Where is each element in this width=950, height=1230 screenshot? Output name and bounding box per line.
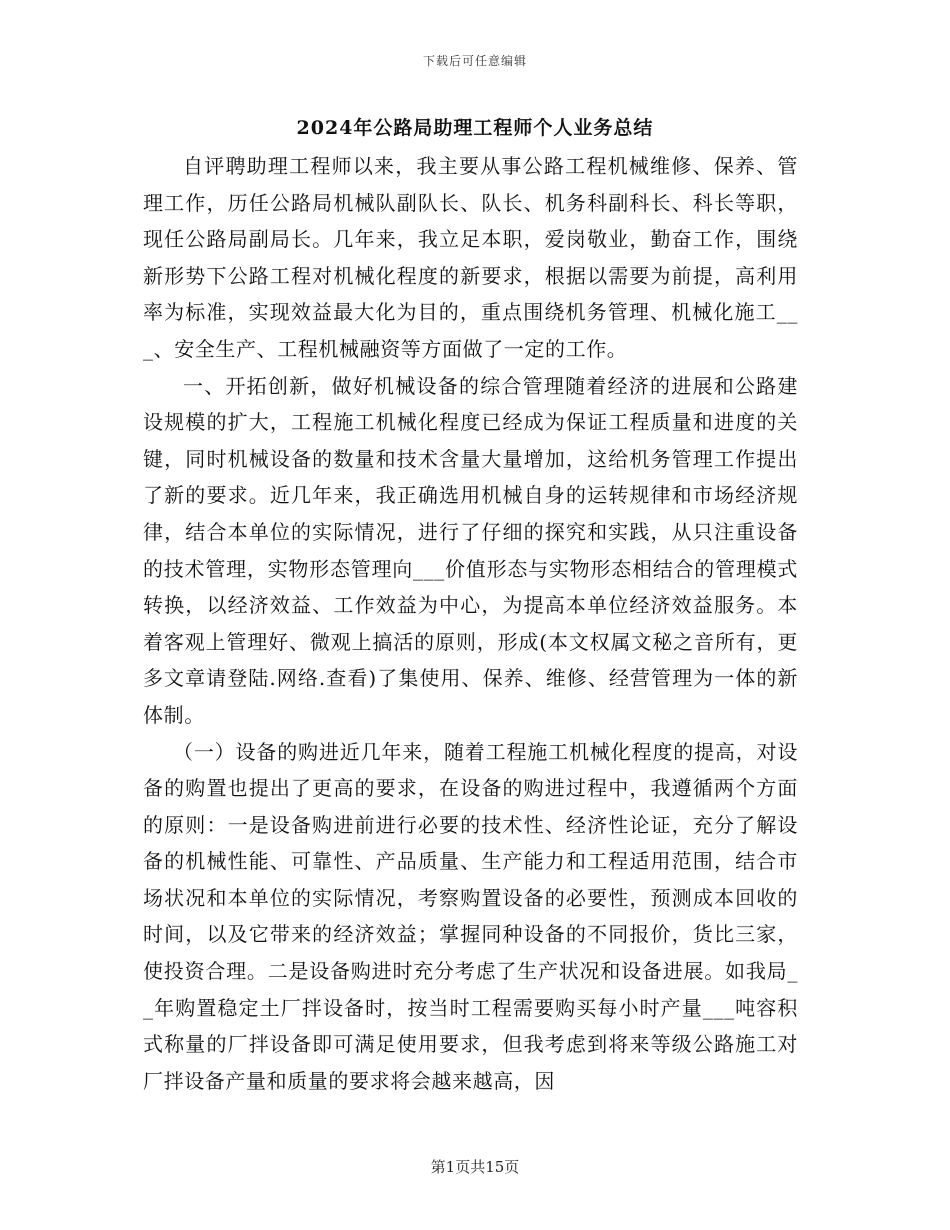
paragraph-intro: 自评聘助理工程师以来，我主要从事公路工程机械维修、保养、管理工作，历任公路局机械队副队长、队长、机务科副科长、科长等职，现任公路局副局长。几年来，我立足本职，爱岗敬业，勤奋工作，围绕新形势下公路工程对机械化程度的新要求，根据以需要为前提，高利用率为标准，实现效益最大化为目的，重点围绕机务管理、机械化施工___、安全生产、工程机械融资等方面做了一定的工作。	[143, 154, 798, 361]
page-footer-page-number: 第1页共15页	[430, 1158, 520, 1176]
paragraph-section-one: 一、开拓创新，做好机械设备的综合管理随着经济的进展和公路建设规模的扩大，工程施工机械化程度已经成为保证工程质量和进度的关键，同时机械设备的数量和技术含量大量增加，这给机务管理工作提出了新的要求。近几年来，我正确选用机械自身的运转规律和市场经济规律，结合本单位的实际情况，进行了仔细的探究和实践，从只注重设备的技术管理，实物形态管理向___价值形态与实物形态相结合的管理模式转换，以经济效益、工作效益为中心，为提高本单位经济效益服务。本着客观上管理好、微观上搞活的原则，形成(本文权属文秘之音所有，更多文章请登陆.网络.查看)了集使用、保养、维修、经营管理为一体的新体制。	[143, 373, 798, 727]
document-body	[143, 148, 798, 1099]
document-title: 2024年公路局助理工程师个人业务总结	[296, 117, 654, 139]
page-header-note: 下载后可任意编辑	[422, 54, 527, 68]
paragraph-equipment-purchase: （一）设备的购进近几年来，随着工程施工机械化程度的提高，对设备的购置也提出了更高的要求，在设备的购进过程中，我遵循两个方面的原则：一是设备购进前进行必要的技术性、经济性论证，充分了解设备的机械性能、可靠性、产品质量、生产能力和工程适用范围，结合市场状况和本单位的实际情况，考察购置设备的必要性，预测成本回收的时间，以及它带来的经济效益；掌握同种设备的不同报价，货比三家，使投资合理。二是设备购进时充分考虑了生产状况和设备进展。如我局__年购置稳定土厂拌设备时，按当时工程需要购买每小时产量___吨容积式称量的厂拌设备即可满足使用要求，但我考虑到将来等级公路施工对厂拌设备产量和质量的要求将会越来越高，因	[143, 739, 798, 1093]
